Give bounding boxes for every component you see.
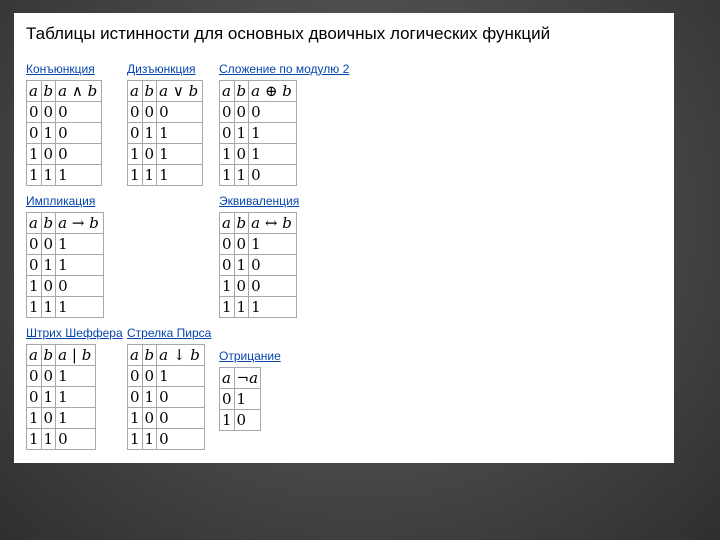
table-cell: 1	[220, 410, 235, 431]
link-neg[interactable]: Отрицание	[219, 349, 281, 363]
table-row	[220, 255, 297, 276]
block-xor	[219, 62, 349, 186]
table-cell: 1	[220, 165, 235, 186]
block-peirce	[127, 326, 211, 450]
table-cell: 1	[249, 234, 297, 255]
table-header-cell: b	[41, 345, 56, 366]
page-title: Таблицы истинности для основных двоичных логических функций	[26, 24, 551, 43]
table-cell: 1	[27, 429, 42, 450]
table-cell: 1	[220, 297, 235, 318]
table-cell: 1	[27, 165, 42, 186]
block-impl	[26, 194, 104, 318]
table-cell: 0	[157, 387, 205, 408]
block-sheffer	[26, 326, 123, 450]
table-header-row	[128, 345, 205, 366]
block-neg	[219, 349, 281, 431]
content-panel	[14, 13, 674, 463]
table-row	[128, 387, 205, 408]
table-cell: 0	[128, 102, 143, 123]
table-row	[128, 102, 203, 123]
table-cell: 0	[220, 123, 235, 144]
table-header-cell: b	[41, 81, 56, 102]
table-row	[220, 410, 261, 431]
table-header-cell: a ∧ b	[56, 81, 102, 102]
table-cell: 0	[249, 165, 297, 186]
table-cell: 0	[249, 276, 297, 297]
table-header-cell: a	[220, 81, 235, 102]
table-cell: 1	[220, 144, 235, 165]
table-row	[220, 165, 297, 186]
table-row	[128, 408, 205, 429]
table-cell: 0	[142, 102, 157, 123]
table-header-cell: a ∨ b	[157, 81, 203, 102]
table-cell: 0	[220, 234, 235, 255]
truth-table-peirce	[127, 344, 205, 450]
table-cell: 1	[234, 123, 249, 144]
table-cell: 0	[157, 429, 205, 450]
truth-table-xor	[219, 80, 297, 186]
table-cell: 1	[142, 165, 157, 186]
table-cell: 0	[41, 234, 56, 255]
table-cell: 0	[157, 102, 203, 123]
table-cell: 0	[27, 255, 42, 276]
table-cell: 1	[249, 144, 297, 165]
table-header-cell: a | b	[56, 345, 96, 366]
table-header-cell: a	[220, 368, 235, 389]
table-cell: 0	[41, 408, 56, 429]
table-row	[27, 366, 96, 387]
table-cell: 1	[157, 366, 205, 387]
table-row	[27, 408, 96, 429]
table-header-cell: b	[142, 345, 157, 366]
table-row	[128, 429, 205, 450]
table-cell: 0	[234, 410, 261, 431]
table-cell: 1	[128, 408, 143, 429]
link-peirce[interactable]: Стрелка Пирса	[127, 326, 212, 340]
link-disj[interactable]: Дизъюнкция	[127, 62, 196, 76]
table-cell: 0	[41, 102, 56, 123]
table-header-cell: b	[234, 213, 249, 234]
table-header-row	[27, 81, 102, 102]
table-cell: 1	[27, 144, 42, 165]
table-cell: 1	[41, 123, 56, 144]
table-cell: 0	[128, 123, 143, 144]
table-cell: 1	[128, 144, 143, 165]
table-row	[27, 123, 102, 144]
block-conj	[26, 62, 102, 186]
table-row	[128, 165, 203, 186]
table-cell: 0	[234, 276, 249, 297]
truth-table-disj	[127, 80, 203, 186]
table-row	[128, 144, 203, 165]
link-conj[interactable]: Конъюнкция	[26, 62, 95, 76]
table-cell: 1	[41, 297, 56, 318]
table-row	[220, 276, 297, 297]
table-cell: 1	[234, 297, 249, 318]
table-cell: 0	[128, 366, 143, 387]
table-cell: 0	[27, 366, 42, 387]
table-cell: 1	[56, 234, 104, 255]
table-header-cell: a → b	[56, 213, 104, 234]
table-cell: 1	[56, 366, 96, 387]
table-row	[27, 429, 96, 450]
truth-table-neg	[219, 367, 261, 431]
table-header-cell: b	[234, 81, 249, 102]
table-cell: 0	[220, 102, 235, 123]
table-cell: 0	[56, 102, 102, 123]
table-cell: 0	[56, 144, 102, 165]
table-header-cell: a	[220, 213, 235, 234]
table-cell: 1	[249, 297, 297, 318]
table-cell: 1	[56, 297, 104, 318]
table-row	[27, 297, 104, 318]
table-cell: 1	[234, 165, 249, 186]
table-row	[220, 389, 261, 410]
table-row	[220, 234, 297, 255]
table-cell: 0	[41, 144, 56, 165]
table-cell: 1	[128, 429, 143, 450]
table-header-cell: a ⊕ b	[249, 81, 297, 102]
table-cell: 0	[234, 234, 249, 255]
table-cell: 0	[27, 123, 42, 144]
table-cell: 1	[142, 429, 157, 450]
table-cell: 0	[27, 102, 42, 123]
table-row	[220, 297, 297, 318]
table-header-row	[27, 345, 96, 366]
table-header-row	[220, 81, 297, 102]
table-cell: 1	[27, 408, 42, 429]
table-header-cell: b	[41, 213, 56, 234]
table-cell: 0	[234, 102, 249, 123]
table-cell: 0	[157, 408, 205, 429]
table-cell: 0	[249, 255, 297, 276]
table-cell: 1	[41, 387, 56, 408]
table-row	[220, 144, 297, 165]
table-row	[27, 276, 104, 297]
table-cell: 0	[142, 408, 157, 429]
table-header-cell: a	[27, 81, 42, 102]
table-header-cell: a ↔ b	[249, 213, 297, 234]
table-cell: 0	[234, 144, 249, 165]
table-row	[27, 144, 102, 165]
table-row	[128, 366, 205, 387]
table-header-cell: a	[27, 213, 42, 234]
truth-table-impl	[26, 212, 104, 318]
table-row	[128, 123, 203, 144]
table-row	[220, 102, 297, 123]
table-cell: 0	[41, 366, 56, 387]
table-cell: 0	[220, 255, 235, 276]
table-header-cell: a ↓ b	[157, 345, 205, 366]
block-equiv	[219, 194, 299, 318]
table-header-cell: b	[142, 81, 157, 102]
link-xor[interactable]: Сложение по модулю 2	[219, 62, 350, 76]
table-header-row	[220, 213, 297, 234]
truth-table-sheffer	[26, 344, 96, 450]
table-header-row	[27, 213, 104, 234]
truth-table-equiv	[219, 212, 297, 318]
link-sheffer[interactable]: Штрих Шеффера	[26, 326, 123, 340]
table-cell: 0	[249, 102, 297, 123]
table-cell: 1	[142, 387, 157, 408]
table-row	[220, 123, 297, 144]
table-cell: 0	[56, 276, 104, 297]
table-row	[27, 387, 96, 408]
table-header-cell: a	[128, 345, 143, 366]
table-cell: 1	[142, 123, 157, 144]
table-cell: 1	[56, 408, 96, 429]
table-header-row	[128, 81, 203, 102]
table-cell: 0	[56, 429, 96, 450]
table-cell: 1	[157, 144, 203, 165]
table-cell: 1	[157, 123, 203, 144]
link-equiv[interactable]: Эквиваленция	[219, 194, 300, 208]
table-row	[27, 165, 102, 186]
table-cell: 0	[220, 389, 235, 410]
truth-table-conj	[26, 80, 102, 186]
table-cell: 0	[142, 144, 157, 165]
table-cell: 0	[27, 387, 42, 408]
table-cell: 0	[56, 123, 102, 144]
table-cell: 1	[234, 389, 261, 410]
table-cell: 1	[27, 276, 42, 297]
table-cell: 1	[234, 255, 249, 276]
table-cell: 0	[142, 366, 157, 387]
table-cell: 1	[249, 123, 297, 144]
table-cell: 1	[41, 429, 56, 450]
table-cell: 0	[41, 276, 56, 297]
table-row	[27, 234, 104, 255]
table-row	[27, 102, 102, 123]
table-cell: 1	[56, 387, 96, 408]
link-impl[interactable]: Импликация	[26, 194, 96, 208]
table-cell: 1	[41, 165, 56, 186]
table-header-cell: a	[128, 81, 143, 102]
table-header-cell: a	[27, 345, 42, 366]
table-cell: 0	[27, 234, 42, 255]
table-cell: 1	[56, 255, 104, 276]
table-row	[27, 255, 104, 276]
table-cell: 0	[128, 387, 143, 408]
table-cell: 1	[27, 297, 42, 318]
table-header-cell: ¬a	[234, 368, 261, 389]
table-cell: 1	[128, 165, 143, 186]
table-cell: 1	[157, 165, 203, 186]
table-cell: 1	[41, 255, 56, 276]
table-cell: 1	[220, 276, 235, 297]
block-disj	[127, 62, 203, 186]
table-header-row	[220, 368, 261, 389]
table-cell: 1	[56, 165, 102, 186]
